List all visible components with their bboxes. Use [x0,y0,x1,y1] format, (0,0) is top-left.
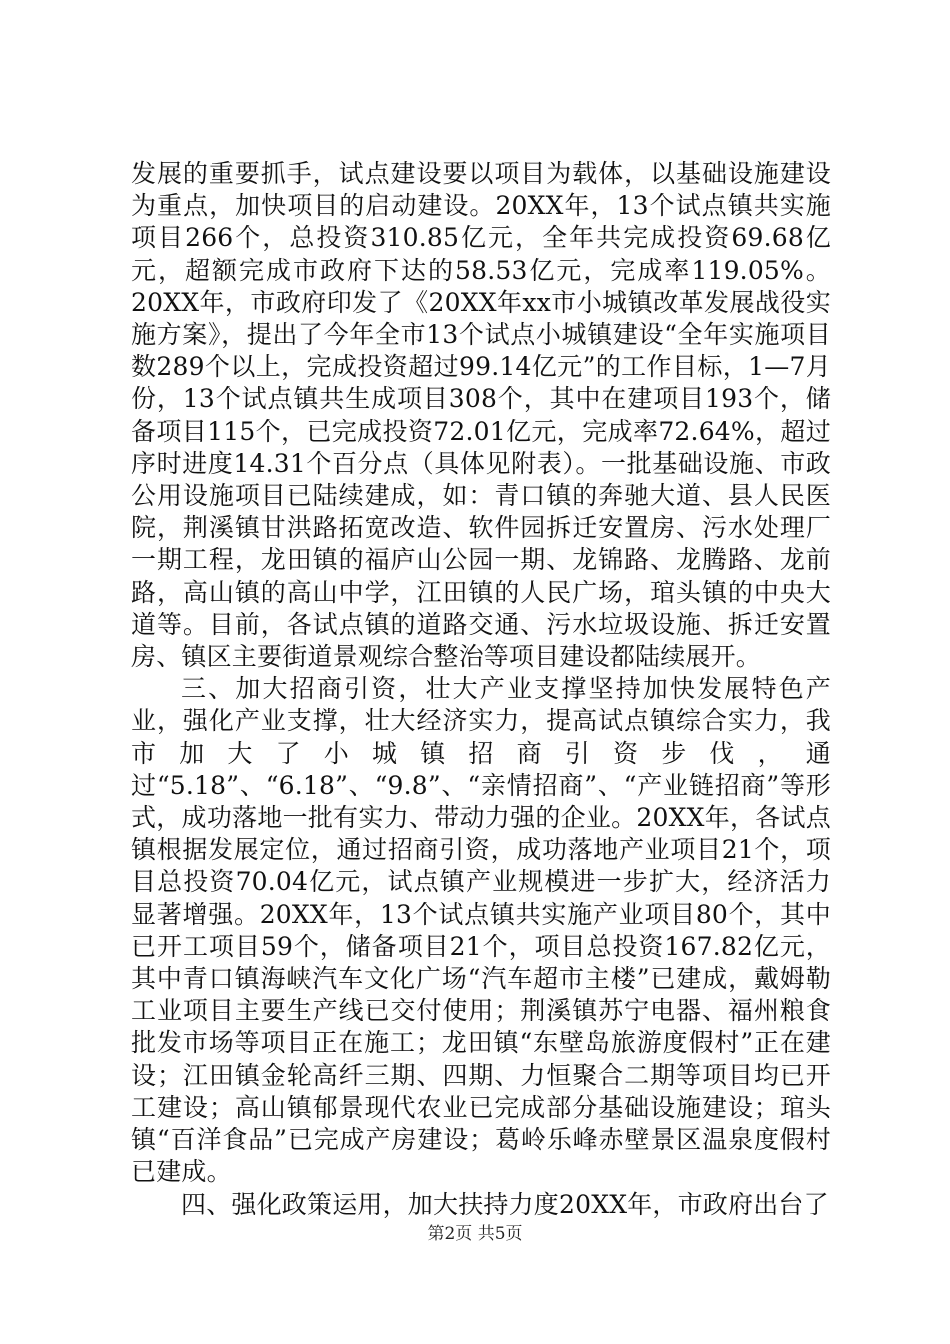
paragraph-investment: 三、加大招商引资，壮大产业支撑坚持加快发展特色产业，强化产业支撑，壮大经济实力，提高试点镇综合实力，我市加大了小城镇招商引资步伐，通过“5.18”、“6.18”、“9.8”、“亲情招商”、“产业链招商”等形式，成功落地一批有实力、带动力强的企业。20XX年，各试点镇根据发展定位，通过招商引资，成功落地产业项目21个，项目总投资70.04亿元，试点镇产业规模进一步扩大，经济活力显著增强。20XX年，13个试点镇共实施产业项目80个，其中已开工项目59个，储备项目21个，项目总投资167.82亿元，其中青口镇海峡汽车文化广场“汽车超市主楼”已建成，戴姆勒工业项目主要生产线已交付使用；荆溪镇苏宁电器、福州粮食批发市场等项目正在施工；龙田镇“东壁岛旅游度假村”正在建设；江田镇金轮高纤三期、四期、力恒聚合二期等项目均已开工建设；高山镇郁景现代农业已完成部分基础设施建设；琯头镇“百洋食品”已完成产房建设；葛岭乐峰赤壁景区温泉度假村已建成。 [131,674,831,1187]
paragraph-projects: 发展的重要抓手，试点建设要以项目为载体，以基础设施建设为重点，加快项目的启动建设。20XX年，13个试点镇共实施项目266个，总投资310.85亿元，全年共完成投资69.68亿元，超额完成市政府下达的58.53亿元，完成率119.05%。20XX年，市政府印发了《20XX年xx市小城镇改革发展战役实施方案》，提出了今年全市13个试点小城镇建设“全年实施项目数289个以上，完成投资超过99.14亿元”的工作目标，1—7月份，13个试点镇共生成项目308个，其中在建项目193个，储备项目115个，已完成投资72.01亿元，完成率72.64%，超过序时进度14.31个百分点（具体见附表）。一批基础设施、市政公用设施项目已陆续建成，如：青口镇的奔驰大道、县人民医院，荆溪镇甘洪路拓宽改造、软件园拆迁安置房、污水处理厂一期工程，龙田镇的福庐山公园一期、龙锦路、龙腾路、龙前路，高山镇的高山中学，江田镇的人民广场，琯头镇的中央大道等。目前，各试点镇的道路交通、污水垃圾设施、拆迁安置房、镇区主要街道景观综合整治等项目建设都陆续展开。 [131,159,831,672]
page-number-footer: 第2页 共5页 [427,1224,523,1244]
document-body [131,158,831,1221]
paragraph-policy: 四、强化政策运用，加大扶持力度20XX年，市政府出台了 [181,1189,829,1219]
